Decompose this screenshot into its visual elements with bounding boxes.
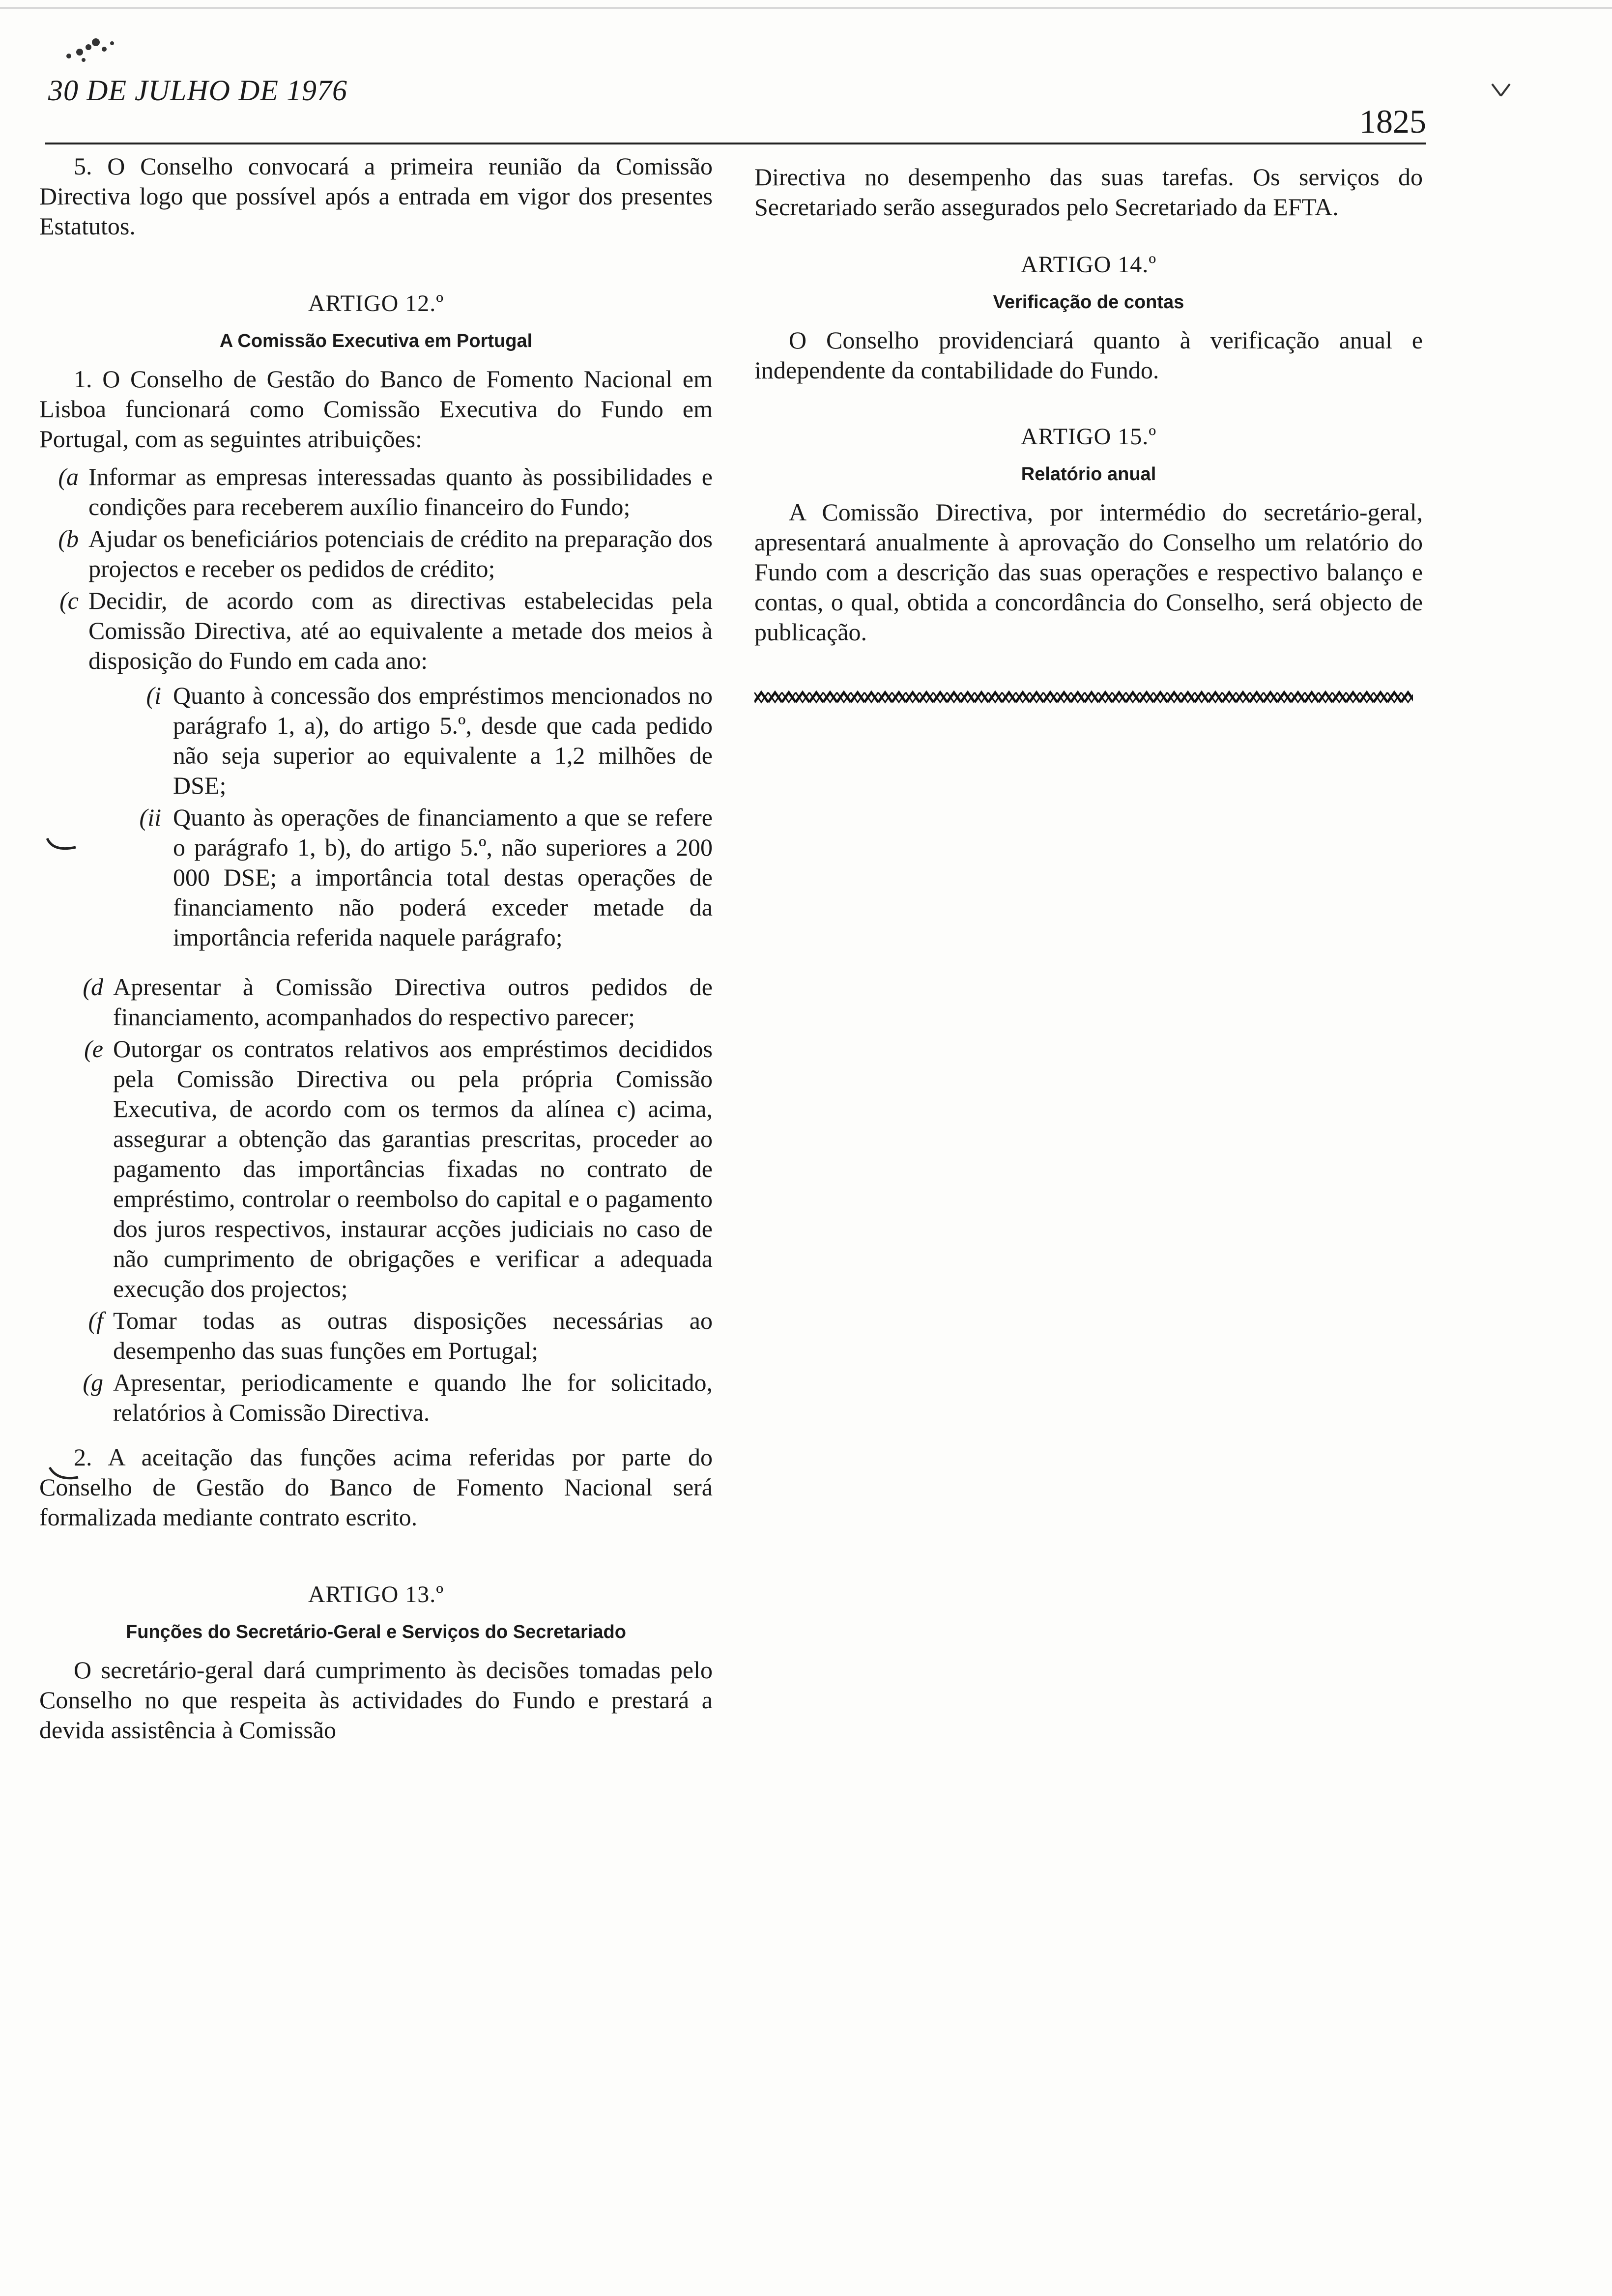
- list-item: d) Apresentar à Comissão Directiva outros pedidos de financiamento, acompanhados do respectivo parecer;: [39, 972, 713, 1032]
- paragraph: O Conselho providenciará quanto à verificação anual e independente da contabilidade do Fundo.: [754, 326, 1423, 384]
- sub-list-item: ii) Quanto às operações de financiamento a que se refere o parágrafo 1, b), do artigo 5.º, não superiores a 200 000 DSE; a importância total destas operações de financiamento não poderá exceder metade da importância referida naquele parágrafo;: [39, 803, 713, 952]
- item-text: Outorgar os contratos relativos aos empréstimos decididos pela Comissão Directiva ou pela própria Comissão Executiva, de acordo com os termos da alínea c) acima, assegurar a obtenção das garantias prescritas, proceder ao pagamento das importâncias fixadas no contrato de empréstimo, controlar o reembolso do capital e o pagamento dos juros respectivos, instaurar acções judiciais no caso de não cumprimento de obrigações e verificar a adequada execução dos projectos;: [113, 1035, 713, 1302]
- page-header: [45, 74, 1426, 147]
- list-item: e) Outorgar os contratos relativos aos empréstimos decididos pela Comissão Directiva ou pela própria Comissão Executiva, de acordo com os termos da alínea c) acima, assegurar a obtenção das garantias prescritas, proceder ao pagamento das importâncias fixadas no contrato de empréstimo, controlar o reembolso do capital e o pagamento dos juros respectivos, instaurar acções judiciais no caso de não cumprimento de obrigações e verificar a adequada execução dos projectos;: [39, 1034, 713, 1304]
- ink-smudge: [49, 32, 138, 67]
- paragraph: A Comissão Directiva, por intermédio do secretário-geral, apresentará anualmente à aprovação do Conselho um relatório do Fundo com a descrição das suas operações e respectivo balanço e contas, o qual, obtida a concordância do Conselho, será objecto de publicação.: [754, 498, 1423, 646]
- paragraph: 5. O Conselho convocará a primeira reunião da Comissão Directiva logo que possível após a entrada em vigor dos presentes Estatutos.: [39, 152, 713, 240]
- list-item: g) Apresentar, periodicamente e quando lhe for solicitado, relatórios à Comissão Directiva.: [39, 1368, 713, 1428]
- item-text: Decidir, de acordo com as directivas estabelecidas pela Comissão Directiva, até ao equivalente a metade dos meios à disposição do Fundo em cada ano:: [88, 587, 713, 674]
- page-number: 1825: [1359, 103, 1426, 140]
- left-column: [39, 151, 713, 1753]
- list-item: b) Ajudar os beneficiários potenciais de crédito na preparação dos projectos e receber os pedidos de crédito;: [39, 524, 713, 584]
- item-text: Ajudar os beneficiários potenciais de crédito na preparação dos projectos e receber os pedidos de crédito;: [88, 525, 713, 582]
- article-14-subtitle: Verificação de contas: [993, 292, 1184, 313]
- item-text: Apresentar à Comissão Directiva outros pedidos de financiamento, acompanhados do respectivo parecer;: [113, 973, 713, 1031]
- paragraph: Directiva no desempenho das suas tarefas. Os serviços do Secretariado serão assegurados pelo Secretariado da EFTA.: [754, 163, 1423, 221]
- right-column: [754, 162, 1423, 714]
- header-rule: [45, 143, 1426, 144]
- article-13-subtitle: Funções do Secretário-Geral e Serviços do Secretariado: [126, 1622, 626, 1642]
- list-item: c) Decidir, de acordo com as directivas estabelecidas pela Comissão Directiva, até ao equivalente a metade dos meios à disposição do Fundo em cada ano:: [39, 586, 713, 676]
- item-text: Quanto às operações de financiamento a que se refere o parágrafo 1, b), do artigo 5.º, não superiores a 200 000 DSE; a importância total destas operações de financiamento não poderá exceder metade da importância referida naquele parágrafo;: [173, 804, 713, 951]
- article-15-title: ARTIGO 15.º: [1020, 424, 1157, 450]
- article-14-title: ARTIGO 14.º: [1020, 252, 1157, 278]
- section-end-ornament: [754, 688, 1413, 707]
- article-15-subtitle: Relatório anual: [1021, 464, 1156, 485]
- item-text: Apresentar, periodicamente e quando lhe for solicitado, relatórios à Comissão Directiva.: [113, 1369, 713, 1426]
- article-13-title: ARTIGO 13.º: [308, 1581, 444, 1607]
- sub-list-item: i) Quanto à concessão dos empréstimos mencionados no parágrafo 1, a), do artigo 5.º, desde que cada pedido não seja superior ao equivalente a 1,2 milhões de DSE;: [39, 681, 713, 801]
- item-text: Informar as empresas interessadas quanto às possibilidades e condições para receberem auxílio financeiro do Fundo;: [88, 463, 713, 520]
- item-text: Quanto à concessão dos empréstimos mencionados no parágrafo 1, a), do artigo 5.º, desde que cada pedido não seja superior ao equivalente a 1,2 milhões de DSE;: [173, 682, 713, 799]
- article-12-subtitle: A Comissão Executiva em Portugal: [219, 331, 533, 351]
- item-text: Tomar todas as outras disposições necessárias ao desempenho das suas funções em Portugal;: [113, 1307, 713, 1364]
- list-item: a) Informar as empresas interessadas quanto às possibilidades e condições para receberem auxílio financeiro do Fundo;: [39, 462, 713, 522]
- article-12-title: ARTIGO 12.º: [308, 290, 444, 316]
- margin-mark: [1489, 81, 1514, 101]
- paragraph: O secretário-geral dará cumprimento às decisões tomadas pelo Conselho no que respeita às actividades do Fundo e prestará a devida assistência à Comissão: [39, 1656, 713, 1744]
- paragraph: 1. O Conselho de Gestão do Banco de Fomento Nacional em Lisboa funcionará como Comissão Executiva do Fundo em Portugal, com as seguintes atribuições:: [39, 365, 713, 453]
- top-edge-line: [0, 7, 1612, 9]
- header-date: 30 DE JULHO DE 1976: [48, 74, 347, 107]
- paragraph: 2. A aceitação das funções acima referidas por parte do Conselho de Gestão do Banco de Fomento Nacional será formalizada mediante contrato escrito.: [39, 1443, 713, 1531]
- list-item: f) Tomar todas as outras disposições necessárias ao desempenho das suas funções em Portugal;: [39, 1306, 713, 1366]
